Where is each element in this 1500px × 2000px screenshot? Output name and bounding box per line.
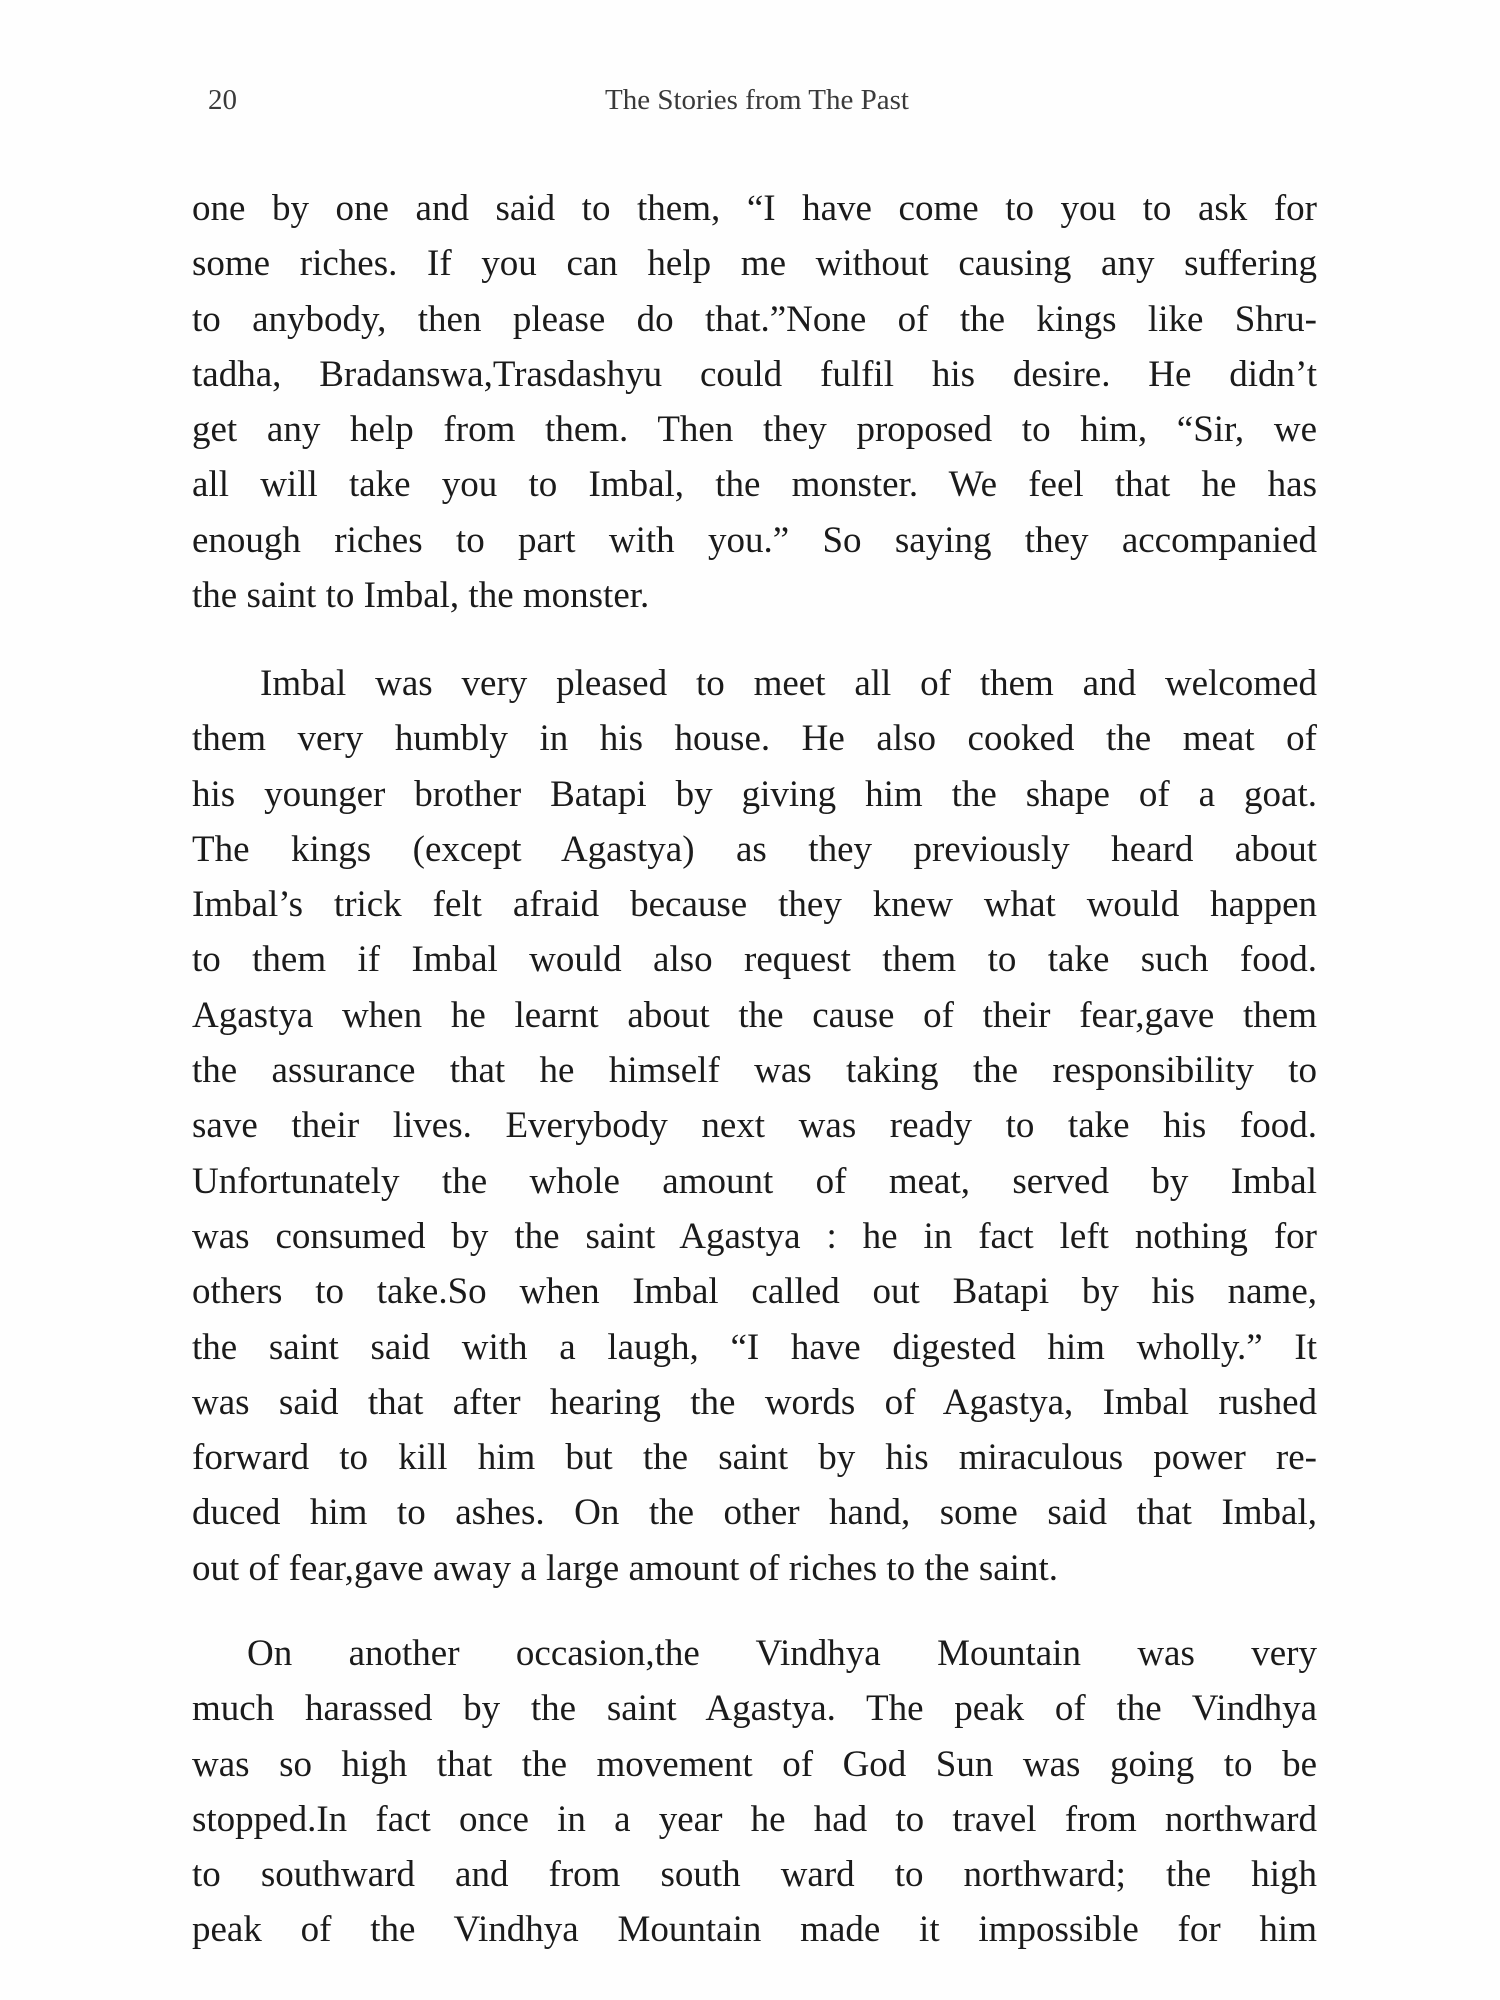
text-line: Agastya when he learnt about the cause of their fear,gave them xyxy=(192,994,1317,1036)
text-line: Imbal was very pleased to meet all of them and welcomed xyxy=(260,663,1317,704)
text-line: Unfortunately the whole amount of meat, served by Imbal xyxy=(192,1160,1317,1202)
paragraph-2 xyxy=(192,656,1317,1596)
text-line: out of fear,gave away a large amount of riches to the saint. xyxy=(192,1547,1058,1589)
text-line: to them if Imbal would also request them to take such food. xyxy=(192,939,1317,981)
text-line: The kings (except Agastya) as they previously heard about xyxy=(192,828,1317,870)
text-line: much harassed by the saint Agastya. The peak of the Vindhya xyxy=(192,1688,1317,1730)
text-line: On another occasion,the Vindhya Mountain was very xyxy=(247,1633,1317,1674)
text-line: others to take.So when Imbal called out Batapi by his name, xyxy=(192,1271,1317,1313)
text-line: Imbal’s trick felt afraid because they knew what would happen xyxy=(192,884,1317,926)
text-line: get any help from them. Then they proposed to him, “Sir, we xyxy=(192,409,1317,451)
paragraph-1 xyxy=(192,181,1317,623)
text-line: peak of the Vindhya Mountain made it impossible for him xyxy=(192,1909,1317,1951)
text-line: to anybody, then please do that.”None of the kings like Shru- xyxy=(192,298,1317,340)
running-title: The Stories from The Past xyxy=(605,84,909,116)
text-line: some riches. If you can help me without causing any suffering xyxy=(192,243,1317,285)
text-line: the assurance that he himself was taking the responsibility to xyxy=(192,1050,1317,1092)
text-line: enough riches to part with you.” So saying they accompanied xyxy=(192,519,1317,561)
page-number: 20 xyxy=(208,84,237,116)
text-line: the saint to Imbal, the monster. xyxy=(192,575,650,617)
text-line: was said that after hearing the words of Agastya, Imbal rushed xyxy=(192,1381,1317,1423)
text-line: stopped.In fact once in a year he had to travel from northward xyxy=(192,1798,1317,1840)
text-line: one by one and said to them, “I have come to you to ask for xyxy=(192,188,1317,229)
text-line: to southward and from south ward to northward; the high xyxy=(192,1854,1317,1896)
text-line: was so high that the movement of God Sun was going to be xyxy=(192,1743,1317,1785)
text-line: the saint said with a laugh, “I have digested him wholly.” It xyxy=(192,1326,1317,1368)
text-line: was consumed by the saint Agastya : he in fact left nothing for xyxy=(192,1215,1317,1257)
text-line: tadha, Bradanswa,Trasdashyu could fulfil his desire. He didn’t xyxy=(192,353,1317,395)
text-line: duced him to ashes. On the other hand, some said that Imbal, xyxy=(192,1492,1317,1534)
text-line: forward to kill him but the saint by his miraculous power re- xyxy=(192,1437,1317,1479)
text-line: save their lives. Everybody next was ready to take his food. xyxy=(192,1105,1317,1147)
text-line: all will take you to Imbal, the monster. We feel that he has xyxy=(192,464,1317,506)
text-line: them very humbly in his house. He also cooked the meat of xyxy=(192,718,1317,760)
text-line: his younger brother Batapi by giving him the shape of a goat. xyxy=(192,773,1317,815)
paragraph-3 xyxy=(192,1626,1317,1958)
